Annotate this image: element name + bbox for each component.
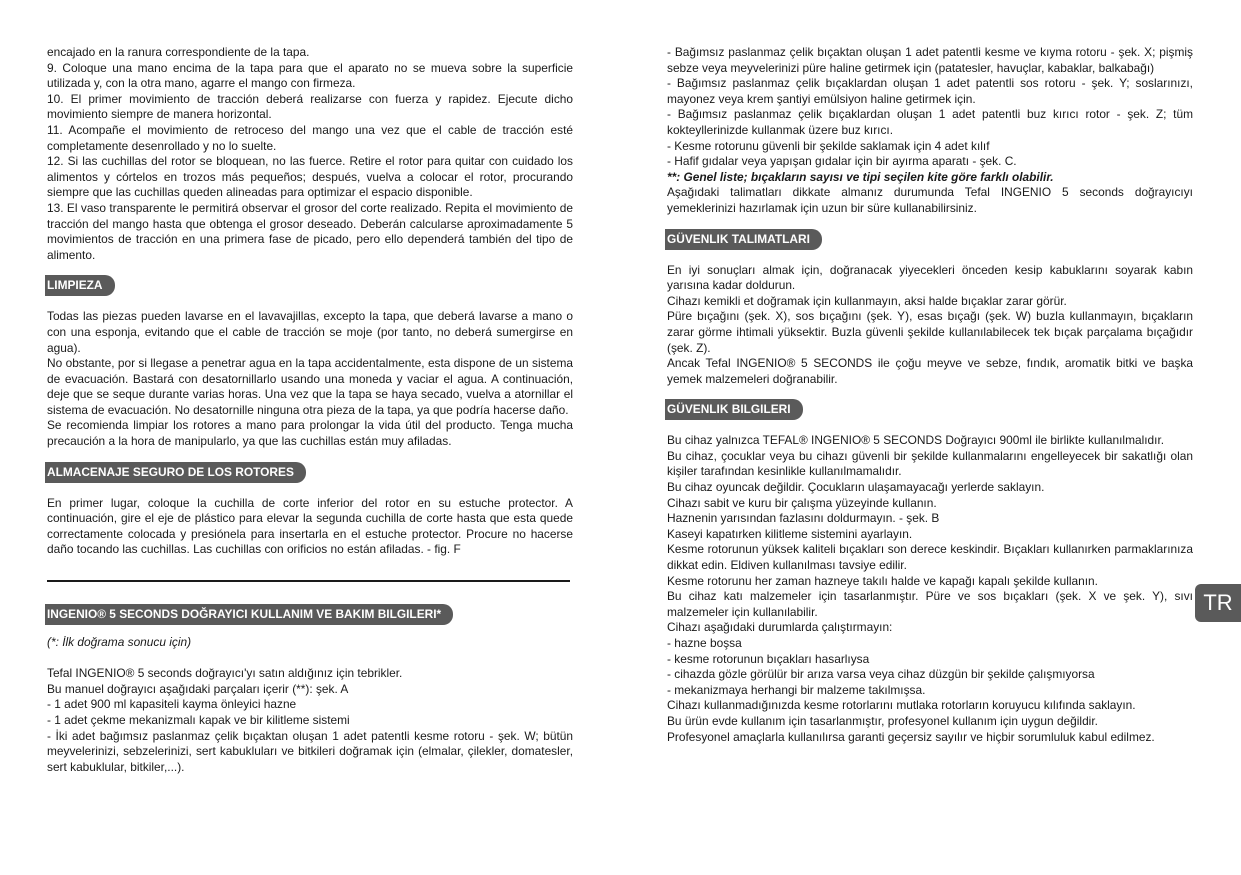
paragraph: No obstante, por si llegase a penetrar agua en la tapa accidentalmente, esta dispone de un sistema de evacuación. Bastará con desatornillarlo usando una moneda y vaciar el agua. A continuación, deje que se seque durante varias horas. Una vez que la tapa se haya secado, vuelva a atornillar el sistema de evacuación. No desatornille ninguna otra pieza de la tapa, ya que podría hacerse daño. xyxy=(47,356,573,417)
paragraph: Kaseyi kapatırken kilitleme sistemini ayarlayın. xyxy=(667,526,913,541)
list-item: - 1 adet 900 ml kapasiteli kayma önleyici hazne xyxy=(47,697,297,712)
right-column xyxy=(667,45,1193,745)
paragraph: Profesyonel amaçlarla kullanılırsa garanti geçersiz sayılır ve hiçbir sorumluluk kabul edilmez. xyxy=(667,729,1155,744)
paragraph: Cihazı kullanmadığınızda kesme rotorlarını mutlaka rotorların koruyucu kılıfında saklayın. xyxy=(667,698,1136,713)
list-item: - kesme rotorunun bıçakları hasarlıysa xyxy=(667,651,870,666)
paragraph: Püre bıçağını (şek. X), sos bıçağını (şek. Y), esas bıçağı (şek. W) buzla kullanmayın, bıçakların zarar görme ihtimali yüksektir. Buzla güvenli şekilde kullanılabilecek tek bıçak parçalama bıçağıdır (şek. Z). xyxy=(667,309,1193,355)
paragraph: Se recomienda limpiar los rotores a mano para prolongar la vida útil del producto. Tenga mucha precaución a la hora de manipularlo, ya que las cuchillas están muy afiladas. xyxy=(47,418,573,449)
section-header-almacenaje: ALMACENAJE SEGURO DE LOS ROTORES xyxy=(45,462,306,483)
note-bold: **: Genel liste; bıçakların sayısı ve tipi seçilen kite göre farklı olabilir. xyxy=(667,169,1054,184)
paragraph: Bu cihaz oyuncak değildir. Çocukların ulaşamayacağı yerlerde saklayın. xyxy=(667,480,1045,495)
paragraph: 12. Si las cuchillas del rotor se bloquean, no las fuerce. Retire el rotor para quitar con cuidado los alimentos y córtelos en trozos más pequeños; después, vuelva a colocar el rotor, procurando siempre que las cuchillas queden alineadas para optimizar el espacio disponible. xyxy=(47,154,573,200)
paragraph: En primer lugar, coloque la cuchilla de corte inferior del rotor en su estuche protector. A continuación, gire el eje de plástico para elevar la segunda cuchilla de corte hasta que esta quede correctamente colocada y presiónela para insertarla en el estuche protector. Procure no hacerse daño tocando las cuchillas. Las cuchillas con orificios no están afiladas. - fig. F xyxy=(47,495,573,557)
paragraph: 9. Coloque una mano encima de la tapa para que el aparato no se mueva sobre la superficie utilizada y, con la otra mano, agarre el mango con firmeza. xyxy=(47,60,573,91)
paragraph: Bu cihaz yalnızca TEFAL® INGENIO® 5 SECONDS Doğrayıcı 900ml ile birlikte kullanılmalıdır. xyxy=(667,433,1165,448)
paragraph: Kesme rotorunu her zaman hazneye takılı halde ve kapağı kapalı şekilde kullanın. xyxy=(667,573,1098,588)
paragraph: Cihazı aşağıdaki durumlarda çalıştırmayın: xyxy=(667,620,893,635)
paragraph: Bu manuel doğrayıcı aşağıdaki parçaları içerir (**): şek. A xyxy=(47,681,349,696)
list-item: - 1 adet çekme mekanizmalı kapak ve bir kilitleme sistemi xyxy=(47,713,350,727)
list-item: - hazne boşsa xyxy=(667,636,742,650)
section-header-bilgi: GÜVENLIK BILGILERI xyxy=(665,399,803,420)
paragraph: En iyi sonuçları almak için, doğranacak yiyecekleri önceden kesip kabuklarını soyarak kabın yarısına kadar doldurun. xyxy=(667,262,1193,293)
section-header-ingenio: INGENIO® 5 SECONDS DOĞRAYICI KULLANIM VE BAKIM BILGILERI* xyxy=(45,604,453,625)
paragraph: Ancak Tefal INGENIO® 5 SECONDS ile çoğu meyve ve sebze, fındık, aromatik bitki ve başka yemek malzemeleri doğranabilir. xyxy=(667,356,1193,386)
list-item: - cihazda gözle görülür bir arıza varsa veya cihaz düzgün bir şekilde çalışmıyorsa xyxy=(667,667,1095,682)
list-item: - mekanizmaya herhangi bir malzeme takılmışsa. xyxy=(667,682,926,697)
footnote: (*: İlk doğrama sonucu için) xyxy=(47,635,192,650)
section-header-talimat: GÜVENLIK TALIMATLARI xyxy=(665,229,822,250)
paragraph: 11. Acompañe el movimiento de retroceso del mango una vez que el cable de tracción esté completamente desenrollado y no lo suelte. xyxy=(47,122,573,153)
paragraph: Cihazı sabit ve kuru bir çalışma yüzeyinde kullanın. xyxy=(667,495,937,510)
paragraph: Todas las piezas pueden lavarse en el lavavajillas, excepto la tapa, que deberá lavarse a mano o con una esponja, evitando que el cable de tracción se moje (por tanto, no deberá sumergirse en agua). xyxy=(47,309,573,355)
divider xyxy=(47,580,570,582)
paragraph: Bu ürün evde kullanım için tasarlanmıştır, profesyonel kullanım için uygun değildir. xyxy=(667,713,1098,728)
paragraph: Bu cihaz katı malzemeler için tasarlanmıştır. Püre ve sos bıçakları (şek. X ve şek. Y), sıvı malzemeler için kullanılabilir. xyxy=(667,589,1193,619)
paragraph: Kesme rotorunun yüksek kaliteli bıçakları son derece keskindir. Bıçakları kullanırken parmaklarınıza dikkat edin. Eldiven kullanılması tavsiye edilir. xyxy=(667,542,1193,573)
paragraph: 10. El primer movimiento de tracción deberá realizarse con fuerza y rapidez. Ejecute dicho movimiento siempre de manera horizontal. xyxy=(47,91,573,122)
paragraph: Tefal INGENIO® 5 seconds doğrayıcı'yı satın aldığınız için tebrikler. xyxy=(47,666,403,681)
list-item: - Hafif gıdalar veya yapışan gıdalar için bir ayırma aparatı - şek. C. xyxy=(667,154,1017,169)
list-item: - Kesme rotorunu güvenli bir şekilde saklamak için 4 adet kılıf xyxy=(667,138,990,153)
list-item: - İki adet bağımsız paslanmaz çelik bıçaktan oluşan 1 adet patentli kesme rotoru - şek. W; bütün meyvelerinizi, sebzelerinizi, sert kabukluları ve bitkileri doğramak için (elmalar, çilekler, domatesler, sert kabuklular, bitkiler,...). xyxy=(47,728,573,774)
language-tab: TR xyxy=(1195,584,1241,622)
list-item: - Bağımsız paslanmaz çelik bıçaklardan oluşan 1 adet patentli buz kırıcı rotor - şek. Z; tüm kokteyllerinizde kullanmak üzere buz kırıcı. xyxy=(667,107,1193,137)
paragraph: Cihazı kemikli et doğramak için kullanmayın, aksi halde bıçaklar zarar görür. xyxy=(667,293,1067,308)
section-header-limpieza: LIMPIEZA xyxy=(45,275,115,296)
left-column xyxy=(47,45,573,775)
paragraph: Aşağıdaki talimatları dikkate almanız durumunda Tefal INGENIO 5 seconds doğrayıcıyı yemeklerinizi hazırlamak için uzun bir süre kullanabilirsiniz. xyxy=(667,185,1193,215)
list-item: - Bağımsız paslanmaz çelik bıçaklardan oluşan 1 adet patentli sos rotoru - şek. Y; soslarınızı, mayonez veya krem şantiyi emülsiyon haline getirmek için. xyxy=(667,76,1193,106)
paragraph: Bu cihaz, çocuklar veya bu cihazı güvenli bir şekilde kullanmalarını engelleyecek bir sakatlığı olan kişiler tarafından kesinlikle kullanılmamalıdır. xyxy=(667,448,1193,479)
paragraph: Haznenin yarısından fazlasını doldurmayın. - şek. B xyxy=(667,511,940,526)
list-item: - Bağımsız paslanmaz çelik bıçaktan oluşan 1 adet patentli kesme ve kıyma rotoru - şek. X; pişmiş sebze veya meyvelerinizi püre haline getirmek için (patatesler, havuçlar, kabaklar, balkabağı) xyxy=(667,45,1193,75)
paragraph: 13. El vaso transparente le permitirá observar el grosor del corte realizado. Repita el movimiento de tracción del mango hasta que obtenga el grosor deseado. Deberán calcularse aproximadamente 5 movimientos de tracción en una primera fase de picado, pero ello dependerá también del tipo de alimento. xyxy=(47,200,573,262)
paragraph: encajado en la ranura correspondiente de la tapa. xyxy=(47,45,310,59)
